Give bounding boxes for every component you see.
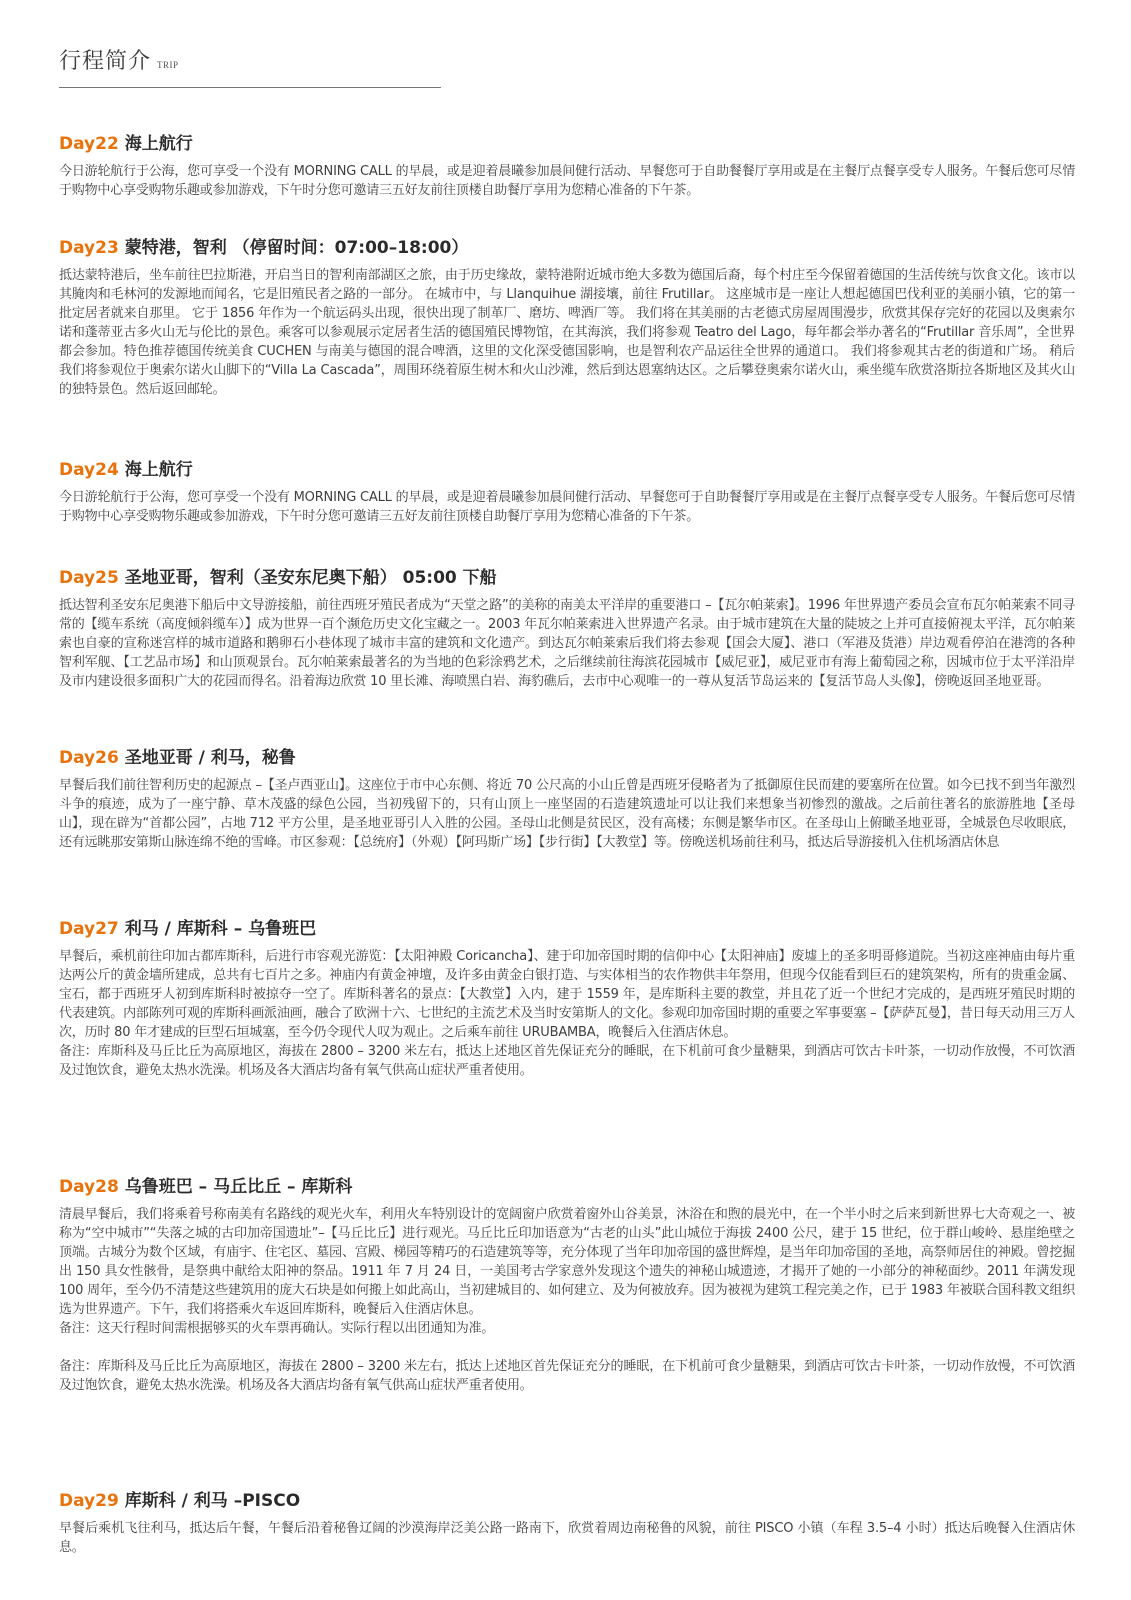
day-heading xyxy=(59,566,1075,590)
day-number: Day25 xyxy=(59,568,119,588)
day-description: 今日游轮航行于公海，您可享受一个没有 MORNING CALL 的早晨，或是迎着晨曦参加晨间健行活动、早餐您可于自助餐餐厅享用或是在主餐厅点餐享受专人服务。午餐后您可尽情于购物中心享受购物乐趣或参加游戏，下午时分您可邀请三五好友前往顶楼自助餐厅享用为您精心准备的下午茶。 xyxy=(59,490,1075,524)
day-number: Day27 xyxy=(59,919,119,939)
day-section-24 xyxy=(59,458,1075,526)
page-subtitle: TRIP xyxy=(157,60,179,70)
day-note: 备注：库斯科及马丘比丘为高原地区，海拔在 2800 – 3200 米左右，抵达上述地区首先保证充分的睡眠，在下机前可食少量糖果，到酒店可饮古卡叶茶，一切动作放慢，不可饮酒及过饱饮食，避免太热水洗澡。机场及各大酒店均备有氧气供高山症状严重者使用。 xyxy=(59,1359,1075,1393)
day-description: 清晨早餐后，我们将乘着号称南美有名路线的观光火车，利用火车特别设计的宽阔窗户欣赏着窗外山谷美景，沐浴在和煦的晨光中，在一个半小时之后来到新世界七大奇观之一、被称为“空中城市”“失落之城的古印加帝国遗址”–【马丘比丘】进行观光。马丘比丘印加语意为“古老的山头”此山城位于海拔 2400 公尺，建于 15 世纪，位于群山峻岭、悬崖绝壁之顶端。古城分为数个区域，有庙宇、住宅区、墓园、宫殿、梯园等精巧的石造建筑等等，充分体现了当年印加帝国的盛世辉煌，是当年印加帝国的圣地，高祭师居住的神殿。曾挖掘出 150 具女性骸骨，是祭典中献给太阳神的祭品。1911 年 7 月 24 日，一美国考古学家意外发现这个遗失的神秘山城遗迹，才揭开了她的一小部分的神秘面纱。2011 年满发现 100 周年，至今仍不清楚这些建筑用的庞大石块是如何搬上如此高山，当初建城目的、如何建立、及为何被放弃。因为被视为建筑工程完美之作，已于 1983 年被联合国科教文组织选为世界遗产。下午，我们将搭乘火车返回库斯科，晚餐后入住酒店休息。 xyxy=(59,1207,1075,1317)
day-number: Day23 xyxy=(59,238,119,258)
day-number: Day22 xyxy=(59,134,119,154)
day-heading xyxy=(59,132,1075,156)
header-divider xyxy=(59,87,441,88)
day-title: 圣地亚哥 / 利马，秘鲁 xyxy=(124,748,296,768)
day-number: Day24 xyxy=(59,460,119,480)
day-heading xyxy=(59,746,1075,770)
day-heading xyxy=(59,458,1075,482)
day-section-23 xyxy=(59,236,1075,399)
day-note: 备注：库斯科及马丘比丘为高原地区，海拔在 2800 – 3200 米左右，抵达上述地区首先保证充分的睡眠，在下机前可食少量糖果，到酒店可饮古卡叶茶，一切动作放慢，不可饮酒及过饱饮食，避免太热水洗澡。机场及各大酒店均备有氧气供高山症状严重者使用。 xyxy=(59,1044,1075,1078)
day-number: Day29 xyxy=(59,1491,119,1511)
day-section-28 xyxy=(59,1175,1075,1395)
day-description: 今日游轮航行于公海，您可享受一个没有 MORNING CALL 的早晨，或是迎着晨曦参加晨间健行活动、早餐您可于自助餐餐厅享用或是在主餐厅点餐享受专人服务。午餐后您可尽情于购物中心享受购物乐趣或参加游戏，下午时分您可邀请三五好友前往顶楼自助餐厅享用为您精心准备的下午茶。 xyxy=(59,164,1075,198)
day-heading xyxy=(59,236,1075,260)
day-title: 乌鲁班巴 – 马丘比丘 – 库斯科 xyxy=(124,1177,353,1197)
day-section-22 xyxy=(59,132,1075,200)
day-description: 抵达蒙特港后，坐车前往巴拉斯港，开启当日的智利南部湖区之旅，由于历史缘故，蒙特港附近城市绝大多数为德国后裔，每个村庄至今保留着德国的生活传统与饮食文化。该市以其腌肉和毛林河的发源地而闻名，它是旧殖民者之路的一部分。 在城市中，与 Llanquihue 湖接壤，前往 Frutillar。 这座城市是一座让人想起德国巴伐利亚的美丽小镇，它的第一批定居者就来自那里。 它于 1856 年作为一个航运码头出现，很快出现了制革厂、磨坊、啤酒厂等。 我们将在其美丽的古老德式房屋周围漫步，欣赏其保存完好的花园以及奥索尔诺和蓬蒂亚古多火山无与伦比的景色。乘客可以参观展示定居者生活的德国殖民博物馆，在其海滨，我们将参观 Teatro del Lago，每年都会举办著名的“Frutillar 音乐周”，全世界都会参加。特色推荐德国传统美食 CUCHEN 与南美与德国的混合啤酒，这里的文化深受德国影响，也是智利农产品运往全世界的通道口。 我们将参观其古老的街道和广场。 稍后我们将参观位于奥索尔诺火山脚下的“Villa La Cascada”，周围环绕着原生树木和火山沙滩，然后到达恩塞纳达区。之后攀登奥索尔诺火山，乘坐缆车欣赏洛斯拉各斯地区及其火山的独特景色。然后返回邮轮。 xyxy=(59,268,1075,397)
page-header xyxy=(59,44,441,88)
day-section-29 xyxy=(59,1489,1075,1557)
day-heading xyxy=(59,1175,1075,1199)
day-title: 蒙特港，智利 （停留时间：07:00–18:00） xyxy=(124,238,469,258)
day-description: 早餐后乘机飞往利马，抵达后午餐，午餐后沿着秘鲁辽阔的沙漠海岸泛美公路一路南下，欣赏着周边南秘鲁的风貌，前往 PISCO 小镇（车程 3.5–4 小时）抵达后晚餐入住酒店休息。 xyxy=(59,1521,1075,1555)
page-title: 行程简介 xyxy=(59,49,152,74)
day-title: 库斯科 / 利马 –PISCO xyxy=(124,1491,301,1511)
day-title: 海上航行 xyxy=(124,134,193,154)
day-heading xyxy=(59,1489,1075,1513)
day-description: 抵达智利圣安东尼奥港下船后中文导游接船，前往西班牙殖民者成为“天堂之路”的美称的南美太平洋岸的重要港口 –【瓦尔帕莱索】。1996 年世界遗产委员会宣布瓦尔帕莱索不同寻常的【缆车系统（高度倾斜缆车）】成为世界一百个濒危历史文化宝藏之一。2003 年瓦尔帕莱索进入世界遗产名录。由于城市建筑在大量的陡坡之上并可直接俯视太平洋，瓦尔帕莱索也自豪的宣称迷宫样的城市道路和鹅卵石小巷体现了城市丰富的建筑和文化遗产。到达瓦尔帕莱索后我们将去参观【国会大厦】、港口（军港及货港）岸边观看停泊在港湾的各种智利军舰、【工艺品市场】和山顶观景台。瓦尔帕莱索最著名的为当地的色彩涂鸦艺术，之后继续前往海滨花园城市【威尼亚】，威尼亚市有海上葡萄园之称，因城市位于太平洋沿岸及市内建设很多面积广大的花园而得名。沿着海边欣赏 10 里长滩、海喷黑白岩、海豹礁后，去市中心观唯一的一尊从复活节岛运来的【复活节岛人头像】，傍晚返回圣地亚哥。 xyxy=(59,598,1075,689)
day-title: 利马 / 库斯科 – 乌鲁班巴 xyxy=(124,919,317,939)
day-section-25 xyxy=(59,566,1075,691)
day-number: Day28 xyxy=(59,1177,119,1197)
day-title: 圣地亚哥，智利（圣安东尼奥下船） 05:00 下船 xyxy=(124,568,497,588)
day-description: 早餐后，乘机前往印加古都库斯科，后进行市容观光游览：【太阳神殿 Coricancha】、建于印加帝国时期的信仰中心【太阳神庙】废墟上的圣多明哥修道院。当初这座神庙由每片重达两公斤的黄金墙所建成，总共有七百片之多。神庙内有黄金神壇，及许多由黄金白银打造、与实体相当的农作物供丰年祭用，但现今仅能看到巨石的建筑架构，所有的贵重金属、宝石，都于西班牙人初到库斯科时被掠夺一空了。库斯科著名的景点：【大教堂】入内，建于 1559 年，是库斯科主要的教堂，并且花了近一个世纪才完成的，是西班牙殖民时期的代表建筑。内部陈列可观的库斯科画派油画，融合了欧洲十六、七世纪的主流艺术及当时安第斯人的文化。参观印加帝国时期的重要之军事要塞 –【萨萨瓦曼】，昔日每天动用三万人次，历时 80 年才建成的巨型石垣城塞，至今仍令现代人叹为观止。之后乘车前往 URUBAMBA，晚餐后入住酒店休息。 xyxy=(59,949,1075,1040)
day-heading xyxy=(59,917,1075,941)
day-title: 海上航行 xyxy=(124,460,193,480)
day-section-27 xyxy=(59,917,1075,1080)
day-number: Day26 xyxy=(59,748,119,768)
day-description: 早餐后我们前往智利历史的起源点 –【圣卢西亚山】。这座位于市中心东侧、将近 70 公尺高的小山丘曾是西班牙侵略者为了抵御原住民而建的要塞所在位置。如今已找不到当年激烈斗争的痕迹，成为了一座宁静、草木茂盛的绿色公园，当初残留下的，只有山顶上一座坚固的石造建筑遗址可以让我们来想象当初惨烈的激战。之后前往著名的旅游胜地【圣母山】，现在辟为“首都公园”，占地 712 平方公里，是圣地亚哥引人入胜的公园。圣母山北侧是贫民区，没有高楼；东侧是繁华市区。在圣母山上俯瞰圣地亚哥，全城景色尽收眼底，还有远眺那安第斯山脉连绵不绝的雪峰。市区参观：【总统府】（外观）【阿玛斯广场】【步行街】【大教堂】等。傍晚送机场前往利马，抵达后导游接机入住机场酒店休息 xyxy=(59,778,1075,850)
day-note: 备注：这天行程时间需根据够买的火车票再确认。实际行程以出团通知为准。 xyxy=(59,1321,495,1336)
day-section-26 xyxy=(59,746,1075,852)
